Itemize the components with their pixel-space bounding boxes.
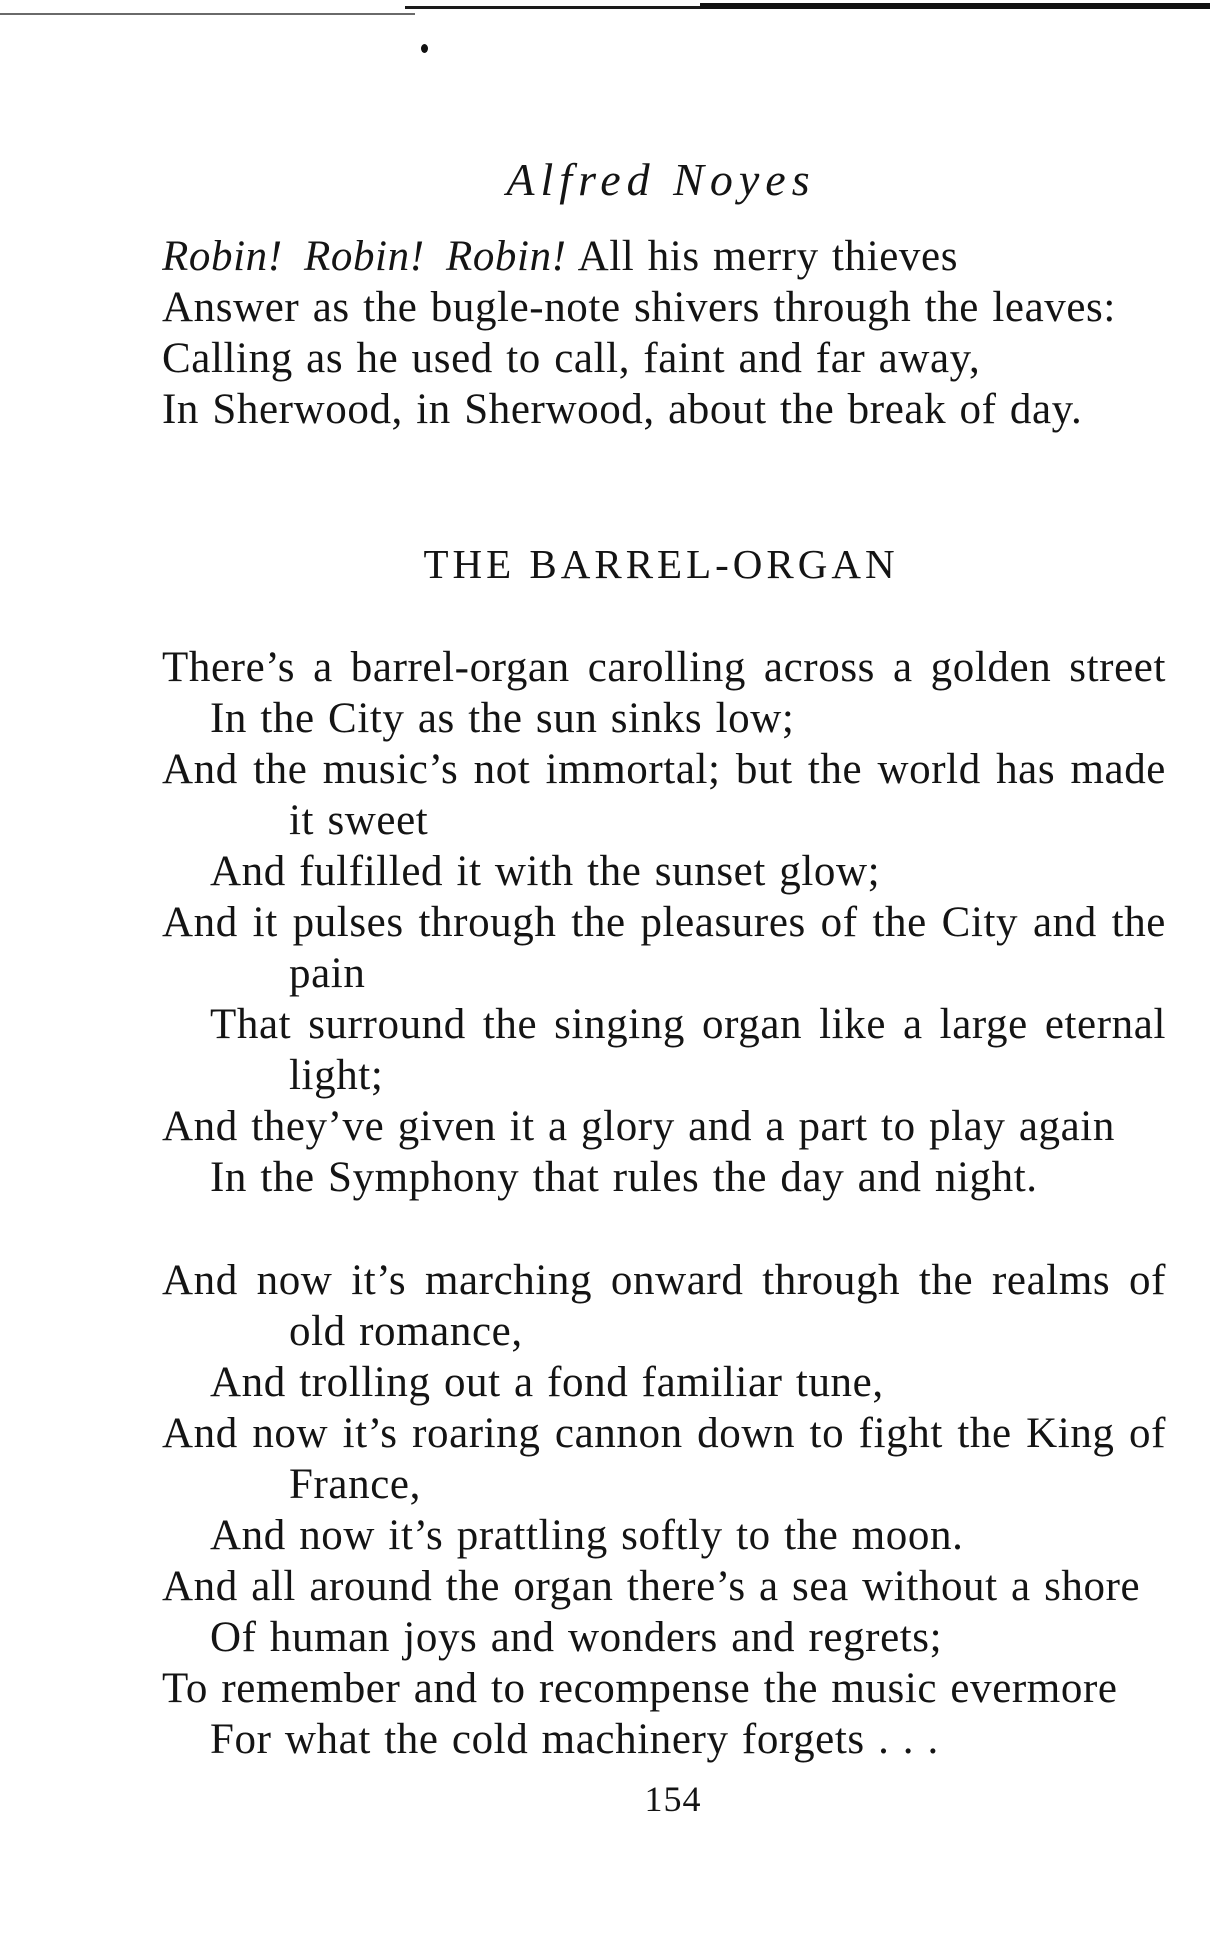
poem-line: That surround the singing organ like a large eternal	[210, 1001, 1166, 1048]
poem-line: In Sherwood, in Sherwood, about the break of day.	[162, 386, 1083, 433]
top-rule-thick	[405, 6, 705, 9]
poem-line-turnover: old romance,	[289, 1308, 523, 1355]
poem-line: Calling as he used to call, faint and far away,	[162, 335, 981, 382]
poem-line: And now it’s roaring cannon down to fight the King of	[162, 1410, 1166, 1457]
poem-line: In the Symphony that rules the day and night.	[210, 1154, 1038, 1201]
poem-line: Of human joys and wonders and regrets;	[210, 1614, 943, 1661]
poem-line: And the music’s not immortal; but the world has made	[162, 746, 1166, 793]
poem-line: And fulfilled it with the sunset glow;	[210, 848, 881, 895]
page-number: 154	[644, 1779, 702, 1819]
poem-line-turnover: light;	[289, 1052, 384, 1099]
poem-line: And it pulses through the pleasures of the City and the	[162, 899, 1166, 946]
poem-title: THE BARREL-ORGAN	[423, 541, 899, 587]
top-rule-thick	[700, 3, 1210, 9]
stanza-1	[162, 642, 1166, 1203]
poem-line: For what the cold machinery forgets . . .	[210, 1716, 939, 1763]
poem-line	[162, 231, 1166, 282]
stanza-2	[162, 1255, 1166, 1765]
closing-stanza	[162, 231, 1166, 435]
top-rule-thin	[0, 13, 415, 15]
ink-dot	[421, 44, 428, 53]
running-head: Alfred Noyes	[506, 154, 816, 205]
poem-line-turnover: France,	[289, 1461, 421, 1508]
poem-line: And they’ve given it a glory and a part to play again	[162, 1103, 1115, 1150]
poem-line: There’s a barrel-organ carolling across a golden street	[162, 644, 1166, 691]
poem-line: To remember and to recompense the music evermore	[162, 1665, 1118, 1712]
poem-line: In the City as the sun sinks low;	[210, 695, 795, 742]
poem-line-italic: Robin! Robin! Robin!	[162, 233, 567, 280]
poem-line-turnover: it sweet	[289, 797, 429, 844]
poem-line: And now it’s marching onward through the realms of	[162, 1257, 1166, 1304]
poem-line-turnover: pain	[289, 950, 366, 997]
poem-line: Answer as the bugle-note shivers through the leaves:	[162, 284, 1116, 331]
poem-line: And trolling out a fond familiar tune,	[210, 1359, 884, 1406]
poem-line: And all around the organ there’s a sea without a shore	[162, 1563, 1141, 1610]
poem-line-roman: All his merry thieves	[577, 233, 959, 280]
poem-line: And now it’s prattling softly to the moon.	[210, 1512, 964, 1559]
